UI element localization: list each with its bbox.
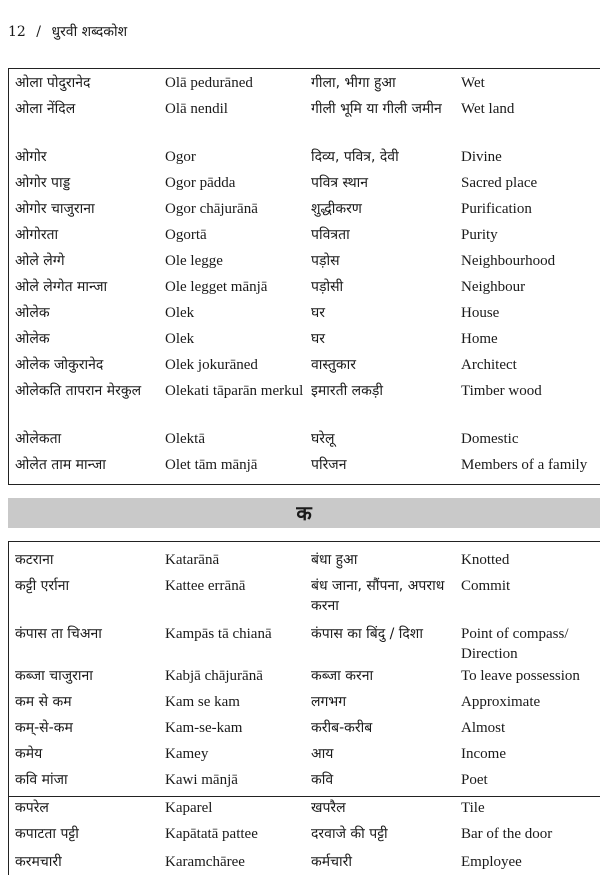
english-meaning: Purification bbox=[461, 201, 532, 217]
english-meaning: Architect bbox=[461, 357, 517, 373]
dhurwi-word: ओलेक bbox=[15, 331, 50, 347]
dhurwi-word: ओला पोदुरानेद bbox=[15, 75, 91, 91]
hindi-meaning: पड़ोसी bbox=[311, 279, 344, 295]
roman-transliteration: Kattee errānā bbox=[165, 578, 246, 594]
roman-transliteration: Kam se kam bbox=[165, 694, 240, 710]
hindi-meaning: पवित्र स्थान bbox=[311, 175, 369, 191]
roman-transliteration: Olekati tāparān merkul bbox=[165, 383, 304, 399]
dhurwi-word: कंपास ता चिअना bbox=[15, 626, 102, 642]
dhurwi-word: ओलेकति तापरान मेरकुल bbox=[15, 383, 142, 399]
dhurwi-word: कब्जा चाजुराना bbox=[15, 668, 93, 684]
hindi-meaning: कर्मचारी bbox=[311, 854, 352, 870]
english-meaning: Domestic bbox=[461, 431, 519, 447]
roman-transliteration: Kampās tā chianā bbox=[165, 626, 272, 642]
roman-transliteration: Olā nendil bbox=[165, 101, 228, 117]
english-meaning: Neighbourhood bbox=[461, 253, 556, 269]
english-meaning: Knotted bbox=[461, 552, 510, 568]
roman-transliteration: Ogor chājurānā bbox=[165, 201, 258, 217]
roman-transliteration: Kamey bbox=[165, 746, 209, 762]
english-meaning: Almost bbox=[461, 720, 506, 736]
dhurwi-word: कमेय bbox=[15, 746, 43, 762]
dhurwi-word: कटराना bbox=[15, 552, 54, 568]
english-meaning: Employee bbox=[461, 854, 522, 870]
hindi-meaning: परिजन bbox=[311, 457, 347, 473]
english-meaning: Approximate bbox=[461, 694, 541, 710]
hindi-meaning: लगभग bbox=[311, 694, 347, 710]
page-header bbox=[8, 22, 127, 41]
hindi-meaning: दरवाजे की पट्टी bbox=[311, 826, 388, 842]
hindi-meaning: घर bbox=[311, 305, 325, 321]
roman-transliteration: Kabjā chājurānā bbox=[165, 668, 263, 684]
english-meaning: Sacred place bbox=[461, 175, 538, 191]
hindi-meaning: पड़ोस bbox=[311, 253, 340, 269]
dhurwi-word: ओले लेग्गेत मान्जा bbox=[15, 279, 108, 295]
section-letter: क bbox=[296, 501, 312, 525]
hindi-meaning: करीब-करीब bbox=[311, 720, 373, 736]
hindi-meaning: कंपास का बिंदु / दिशा bbox=[311, 626, 423, 642]
english-meaning: Income bbox=[461, 746, 506, 762]
page-number: 12 bbox=[8, 24, 26, 40]
roman-transliteration: Kaparel bbox=[165, 800, 213, 816]
hindi-meaning: दिव्य, पवित्र, देवी bbox=[311, 149, 399, 165]
dhurwi-word: कपरेल bbox=[15, 800, 49, 816]
roman-transliteration: Olek bbox=[165, 305, 195, 321]
roman-transliteration: Karamchāree bbox=[165, 854, 245, 870]
english-meaning: Purity bbox=[461, 227, 498, 243]
dhurwi-word: कम से कम bbox=[15, 694, 72, 710]
hindi-meaning: बंध जाना, सौंपना, अपराध करना bbox=[311, 578, 445, 614]
dhurwi-word: कवि मांजा bbox=[15, 772, 68, 788]
dhurwi-word: कट्टी एर्राना bbox=[15, 578, 70, 594]
english-meaning: Commit bbox=[461, 578, 511, 594]
hindi-meaning: कब्जा करना bbox=[311, 668, 374, 684]
hindi-meaning: इमारती लकड़ी bbox=[311, 383, 384, 399]
hindi-meaning: कवि bbox=[311, 772, 334, 788]
dhurwi-word: कम्-से-कम bbox=[15, 720, 73, 736]
dhurwi-word: करमचारी bbox=[15, 854, 62, 870]
english-meaning: Members of a family bbox=[461, 457, 588, 473]
hindi-meaning: खपरैल bbox=[311, 800, 346, 816]
dictionary-table-ka-section bbox=[8, 541, 600, 875]
dhurwi-word: ओलेकता bbox=[15, 431, 62, 447]
english-meaning: Divine bbox=[461, 149, 502, 165]
hindi-meaning: आय bbox=[311, 746, 334, 762]
header-separator: / bbox=[36, 24, 41, 40]
english-meaning: Timber wood bbox=[461, 383, 542, 399]
hindi-meaning: पवित्रता bbox=[311, 227, 350, 243]
roman-transliteration: Ole legget mānjā bbox=[165, 279, 268, 295]
english-meaning: House bbox=[461, 305, 500, 321]
roman-transliteration: Kawi mānjā bbox=[165, 772, 238, 788]
dhurwi-word: ओले लेग्गे bbox=[15, 253, 65, 269]
roman-transliteration: Kam-se-kam bbox=[165, 720, 243, 736]
english-meaning: Tile bbox=[461, 800, 485, 816]
english-meaning: Wet bbox=[461, 75, 485, 91]
dhurwi-word: ओगोर bbox=[15, 149, 47, 165]
english-meaning: Bar of the door bbox=[461, 826, 553, 842]
roman-transliteration: Olet tām mānjā bbox=[165, 457, 258, 473]
dhurwi-word: ओगोरता bbox=[15, 227, 59, 243]
roman-transliteration: Olā pedurāned bbox=[165, 75, 253, 91]
hindi-meaning: बंधा हुआ bbox=[311, 552, 358, 568]
dhurwi-word: ओलेक bbox=[15, 305, 50, 321]
roman-transliteration: Katarānā bbox=[165, 552, 220, 568]
roman-transliteration: Ogor pādda bbox=[165, 175, 236, 191]
roman-transliteration: Olek bbox=[165, 331, 195, 347]
english-meaning: Poet bbox=[461, 772, 488, 788]
hindi-meaning: घर bbox=[311, 331, 325, 347]
english-meaning: Wet land bbox=[461, 101, 515, 117]
dhurwi-word: ओलेक जोकुरानेद bbox=[15, 357, 104, 373]
dhurwi-word: ओगोर पाड्ड bbox=[15, 175, 71, 191]
english-meaning: Home bbox=[461, 331, 498, 347]
hindi-meaning: घरेलू bbox=[311, 431, 335, 447]
row-divider bbox=[9, 796, 600, 797]
dhurwi-word: ओगोर चाजुराना bbox=[15, 201, 95, 217]
english-meaning: Point of compass/ Direction bbox=[461, 626, 569, 662]
hindi-meaning: शुद्धीकरण bbox=[311, 201, 362, 217]
roman-transliteration: Olek jokurāned bbox=[165, 357, 258, 373]
book-title: धुरवी शब्दकोश bbox=[51, 24, 128, 40]
roman-transliteration: Ogortā bbox=[165, 227, 207, 243]
english-meaning: To leave possession bbox=[461, 668, 580, 684]
hindi-meaning: गीला, भीगा हुआ bbox=[311, 75, 396, 91]
section-letter-banner bbox=[8, 498, 600, 528]
english-meaning: Neighbour bbox=[461, 279, 526, 295]
dhurwi-word: कपाटता पट्टी bbox=[15, 826, 79, 842]
roman-transliteration: Kapātatā pattee bbox=[165, 826, 258, 842]
dictionary-table-o-section bbox=[8, 68, 600, 485]
hindi-meaning: वास्तुकार bbox=[311, 357, 356, 373]
roman-transliteration: Ole legge bbox=[165, 253, 223, 269]
roman-transliteration: Ogor bbox=[165, 149, 196, 165]
roman-transliteration: Olektā bbox=[165, 431, 205, 447]
hindi-meaning: गीली भूमि या गीली जमीन bbox=[311, 101, 442, 117]
dhurwi-word: ओलेत ताम मान्जा bbox=[15, 457, 106, 473]
dhurwi-word: ओला नेंदिल bbox=[15, 101, 76, 117]
